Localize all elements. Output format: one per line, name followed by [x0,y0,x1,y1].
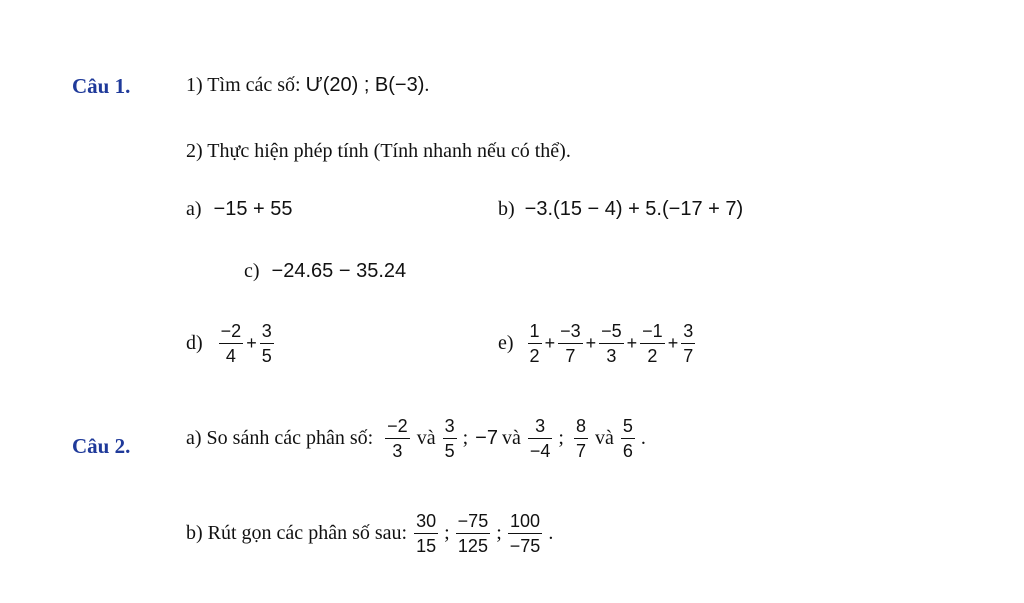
denominator: 15 [416,536,437,556]
numerator: 8 [574,415,588,439]
reduce-fraction-1 [414,510,438,557]
denominator: 2 [647,346,658,366]
numerator: 3 [443,415,457,439]
part-1-expression: Ư(20) ; B(−3) [305,74,425,96]
item-a-expression: −15 + 55 [213,198,293,220]
denominator: 7 [565,346,576,366]
numerator: −2 [219,320,244,344]
numerator: −1 [640,320,665,344]
numerator: 30 [414,510,438,534]
denominator: 2 [529,346,540,366]
item-e [498,320,698,367]
item-c-label: c) [244,260,260,282]
part-b-text: b) Rút gọn các phân số sau: [186,522,408,544]
item-c [244,260,406,283]
plus-sign: + [585,333,597,353]
item-d [186,320,277,367]
question-1-part-1 [186,74,429,97]
denominator: 5 [261,346,272,366]
reduce-fraction-3 [508,510,543,557]
denominator: 5 [444,441,455,461]
compare-fraction-4 [574,415,588,462]
denominator: 6 [622,441,633,461]
semicolon: ; [444,522,450,544]
question-2-part-b [186,510,556,557]
denominator: 3 [392,441,403,461]
item-e-fraction-4 [640,320,665,367]
item-a [186,198,293,221]
compare-fraction-3 [528,415,553,462]
denominator: −4 [529,441,551,461]
part-1-period: . [424,74,430,96]
semicolon: ; [496,522,502,544]
plus-sign: + [246,333,257,353]
numerator: 5 [621,415,635,439]
period: . [548,522,554,544]
item-d-label: d) [186,332,203,354]
item-a-label: a) [186,198,202,220]
connector-and: và [594,427,614,449]
item-e-fraction-5 [681,320,695,367]
item-b-label: b) [498,198,515,220]
compare-fraction-5 [621,415,635,462]
numerator: 3 [681,320,695,344]
item-d-fraction-2 [260,320,274,367]
question-1-part-2: 2) Thực hiện phép tính (Tính nhanh nếu có thể). [186,140,571,162]
item-d-fraction-1 [219,320,244,367]
question-2-part-a [186,415,649,462]
plus-sign: + [544,333,556,353]
plus-sign: + [667,333,679,353]
compare-fraction-2 [443,415,457,462]
numerator: 1 [528,320,542,344]
numerator: −2 [385,415,410,439]
period: . [640,427,646,449]
reduce-fraction-2 [456,510,491,557]
item-b-expression: −3.(15 − 4) + 5.(−17 + 7) [524,198,744,220]
plus-sign: + [626,333,638,353]
denominator: −75 [509,536,541,556]
item-e-fraction-1 [528,320,542,367]
numerator: −75 [456,510,491,534]
part-a-text: a) So sánh các phân số: [186,427,374,449]
compare-fraction-1 [385,415,410,462]
part-1-text: 1) Tìm các số: [186,74,306,96]
integer-value: −7 [475,427,498,449]
item-b [498,198,743,221]
denominator: 125 [457,536,488,556]
denominator: 3 [606,346,617,366]
item-c-expression: −24.65 − 35.24 [271,260,407,282]
numerator: 100 [508,510,543,534]
numerator: −3 [558,320,583,344]
question-1-label: Câu 1. [72,74,131,98]
semicolon: ; [558,427,564,449]
denominator: 4 [225,346,236,366]
item-e-fraction-3 [599,320,624,367]
numerator: 3 [528,415,553,439]
question-2-label: Câu 2. [72,434,131,458]
denominator: 7 [683,346,694,366]
connector-and: và [416,427,436,449]
item-e-fraction-2 [558,320,583,367]
connector-and: và [501,427,521,449]
semicolon: ; [462,427,469,449]
numerator: −5 [599,320,624,344]
denominator: 7 [575,441,586,461]
item-e-label: e) [498,332,514,354]
numerator: 3 [260,320,274,344]
